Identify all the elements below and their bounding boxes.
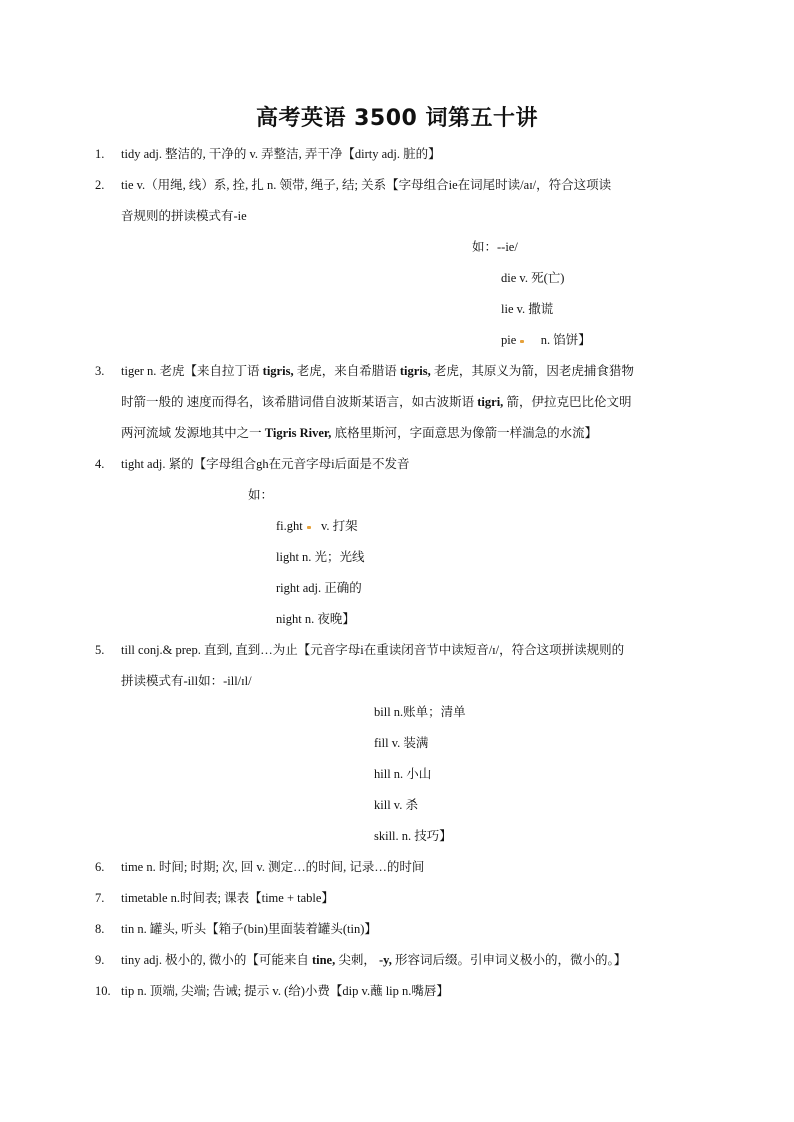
bold-term: -y, <box>379 953 392 967</box>
example-line: light n. 光；光线 <box>276 550 365 564</box>
entry-text: tie v.（用绳, 线）系, 拴, 扎 n. 领带, 绳子, 结; 关系【字母组合ie在词尾时读/aɪ/，符合这项读 <box>121 178 612 192</box>
entry-text: timetable n.时间表; 课表【time + table】 <box>121 891 334 905</box>
text-segment: tiger n. 老虎【来自拉丁语 <box>121 364 263 378</box>
text-segment: 老虎，其原义为箭，因老虎捕食猎物 <box>430 364 634 378</box>
text-segment: 老虎，来自希腊语 <box>293 364 400 378</box>
entry-number: 5. <box>95 643 105 657</box>
mark-dot <box>520 340 524 343</box>
entry-text: tight adj. 紧的【字母组合gh在元音字母i后面是不发音 <box>121 457 410 471</box>
bold-term: tigri, <box>477 395 504 409</box>
entry-number: 2. <box>95 178 105 192</box>
example-line: lie v. 撒谎 <box>501 302 554 316</box>
bold-term: Tigris River, <box>264 426 332 440</box>
text-segment: 尖刺， <box>335 953 379 967</box>
example-line: hill n. 小山 <box>374 767 432 781</box>
example-definition: n. 馅饼】 <box>540 333 591 347</box>
example-header: 如： <box>248 488 274 502</box>
example-line: kill v. 杀 <box>374 798 418 812</box>
example-line: right adj. 正确的 <box>276 581 362 595</box>
text-segment: tiny adj. 极小的, 微小的【可能来自 <box>121 953 312 967</box>
text-segment: 底格里斯河，字面意思为像箭一样湍急的水流】 <box>331 426 598 440</box>
entry-text: time n. 时间; 时期; 次, 回 v. 测定…的时间, 记录…的时间 <box>121 860 425 874</box>
entry-text <box>121 425 597 441</box>
entry-text <box>121 394 631 410</box>
entry-text <box>121 952 626 968</box>
entry-text: tidy adj. 整洁的, 干净的 v. 弄整洁, 弄干净【dirty adj. 脏的】 <box>121 147 441 161</box>
entry-number: 7. <box>95 891 105 905</box>
example-line: night n. 夜晚】 <box>276 612 355 626</box>
entry-text: 拼读模式有-ill如：-ill/ɪl/ <box>121 674 252 688</box>
example-header: 如：--ie/ <box>472 240 518 254</box>
example-line: die v. 死(亡) <box>501 271 565 285</box>
entry-number: 4. <box>95 457 105 471</box>
entry-number: 10. <box>95 984 111 998</box>
entry-number: 6. <box>95 860 105 874</box>
text-segment: 时箭一般的 速度而得名，该希腊词借自波斯某语言，如古波斯语 <box>121 395 478 409</box>
example-line: fill v. 装满 <box>374 736 429 750</box>
text-segment: 两河流域 发源地其中之一 <box>121 426 265 440</box>
bold-term: tigris, <box>399 364 431 378</box>
entry-text: till conj.& prep. 直到, 直到…为止【元音字母i在重读闭音节中读短音/ɪ/，符合这项拼读规则的 <box>121 643 625 657</box>
entry-text <box>121 363 634 379</box>
bold-term: tine, <box>311 953 336 967</box>
example-line <box>276 518 358 534</box>
example-word: fi.ght <box>276 519 303 533</box>
example-line <box>501 332 591 348</box>
example-line: skill. n. 技巧】 <box>374 829 452 843</box>
mark-dot <box>307 526 311 529</box>
text-segment: 箭，伊拉克巴比伦文明 <box>503 395 632 409</box>
entry-text: 音规则的拼读模式有-ie <box>121 209 247 223</box>
example-line: bill n.账单；清单 <box>374 705 466 719</box>
entry-number: 8. <box>95 922 105 936</box>
entry-number: 1. <box>95 147 105 161</box>
entry-text: tin n. 罐头, 听头【箱子(bin)里面装着罐头(tin)】 <box>121 922 377 936</box>
document-title: 高考英语 3500 词第五十讲 <box>255 106 539 131</box>
example-definition: v. 打架 <box>320 519 358 533</box>
bold-term: tigris, <box>262 364 294 378</box>
entry-text: tip n. 顶端, 尖端; 告诫; 提示 v. (给)小费【dip v.蘸 lip n.嘴唇】 <box>121 984 449 998</box>
example-word: pie <box>501 333 517 347</box>
entry-number: 9. <box>95 953 105 967</box>
text-segment: 形容词后缀。引申词义极小的，微小的。】 <box>391 953 627 967</box>
entry-number: 3. <box>95 364 105 378</box>
